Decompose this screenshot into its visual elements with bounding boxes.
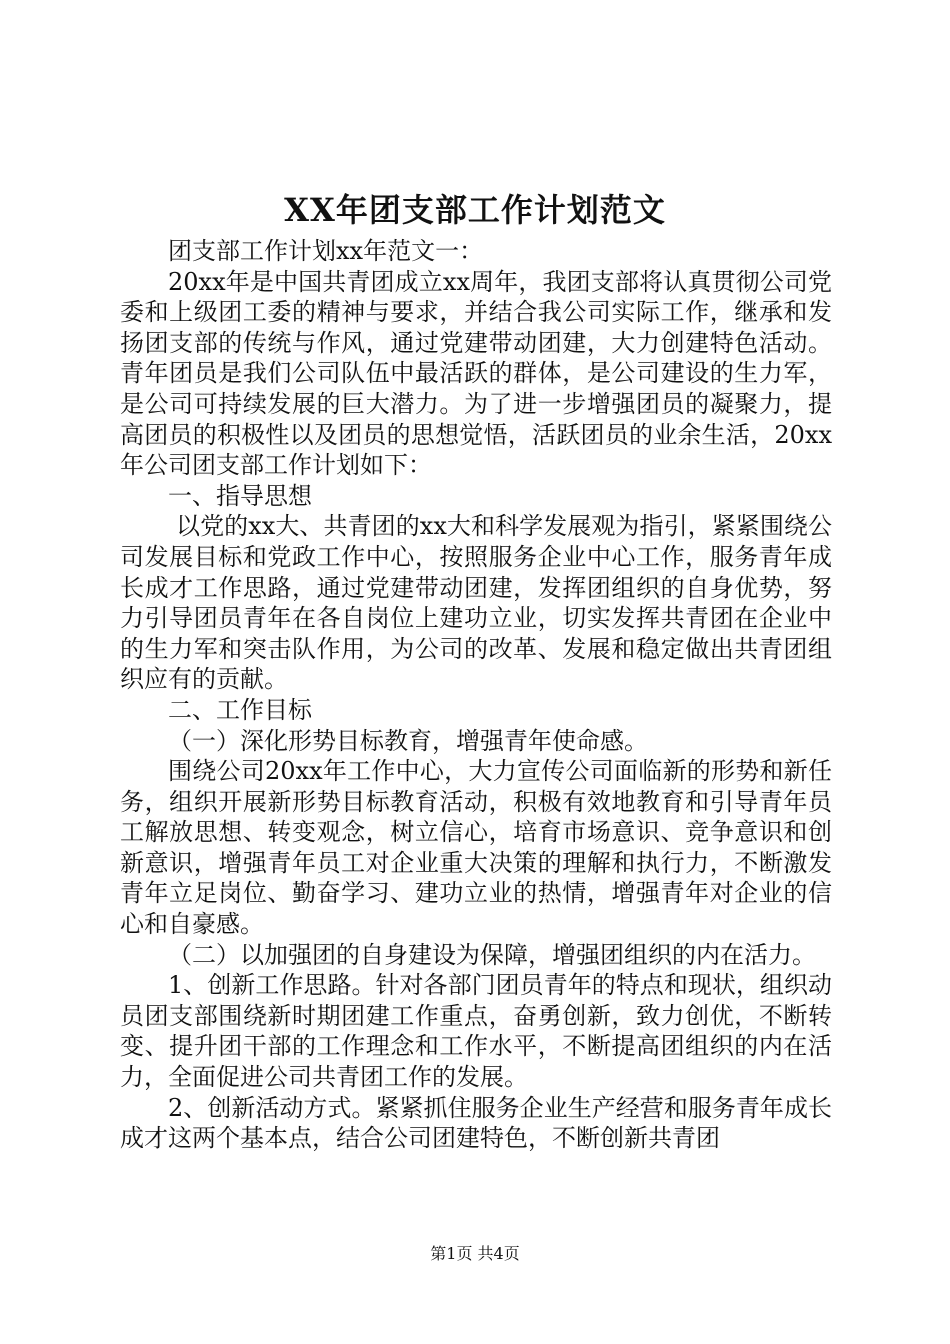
paragraph-item-1: 1、创新工作思路。针对各部门团员青年的特点和现状，组织动员团支部围绕新时期团建工作重点，奋勇创新，致力创优，不断转变、提升团干部的工作理念和工作水平，不断提高团组织的内在活力，全面促进公司共青团工作的发展。: [120, 971, 832, 1092]
document-title: XX年团支部工作计划范文: [284, 191, 666, 229]
subheading-goal-1: （一）深化形势目标教育，增强青年使命感。: [168, 726, 648, 755]
document-body: [120, 236, 832, 1154]
subheading-goal-2: （二）以加强团的自身建设为保障，增强团组织的内在活力。: [168, 940, 816, 969]
paragraph-guiding-thought: 以党的xx大、共青团的xx大和科学发展观为指引，紧紧围绕公司发展目标和党政工作中心，按照服务企业中心工作，服务青年成长成才工作思路，通过党建带动团建，发挥团组织的自身优势，努力引导团员青年在各自岗位上建功立业，切实发挥共青团在企业中的生力军和突击队作用，为公司的改革、发展和稳定做出共青团组织应有的贡献。: [120, 512, 832, 694]
paragraph-goal-1: 围绕公司20xx年工作中心，大力宣传公司面临新的形势和新任务，组织开展新形势目标教育活动，积极有效地教育和引导青年员工解放思想、转变观念，树立信心，培育市场意识、竞争意识和创新意识，增强青年员工对企业重大决策的理解和执行力，不断激发青年立足岗位、勤奋学习、建功立业的热情，增强青年对企业的信心和自豪感。: [120, 757, 832, 939]
paragraph-intro-heading: 团支部工作计划xx年范文一：: [168, 237, 484, 265]
paragraph-item-2: 2、创新活动方式。紧紧抓住服务企业生产经营和服务青年成长成才这两个基本点，结合公司团建特色，不断创新共青团: [120, 1093, 832, 1153]
section-heading-work-goals: 二、工作目标: [168, 695, 312, 724]
paragraph-intro: 20xx年是中国共青团成立xx周年，我团支部将认真贯彻公司党委和上级团工委的精神与要求，并结合我公司实际工作，继承和发扬团支部的传统与作风，通过党建带动团建，大力创建特色活动。青年团员是我们公司队伍中最活跃的群体，是公司建设的生力军，是公司可持续发展的巨大潜力。为了进一步增强团员的凝聚力，提高团员的积极性以及团员的思想觉悟，活跃团员的业余生活，20xx年公司团支部工作计划如下：: [120, 267, 832, 480]
page-footer: 第1页 共4页: [430, 1244, 520, 1263]
section-heading-guiding-thought: 一、指导思想: [168, 481, 312, 510]
